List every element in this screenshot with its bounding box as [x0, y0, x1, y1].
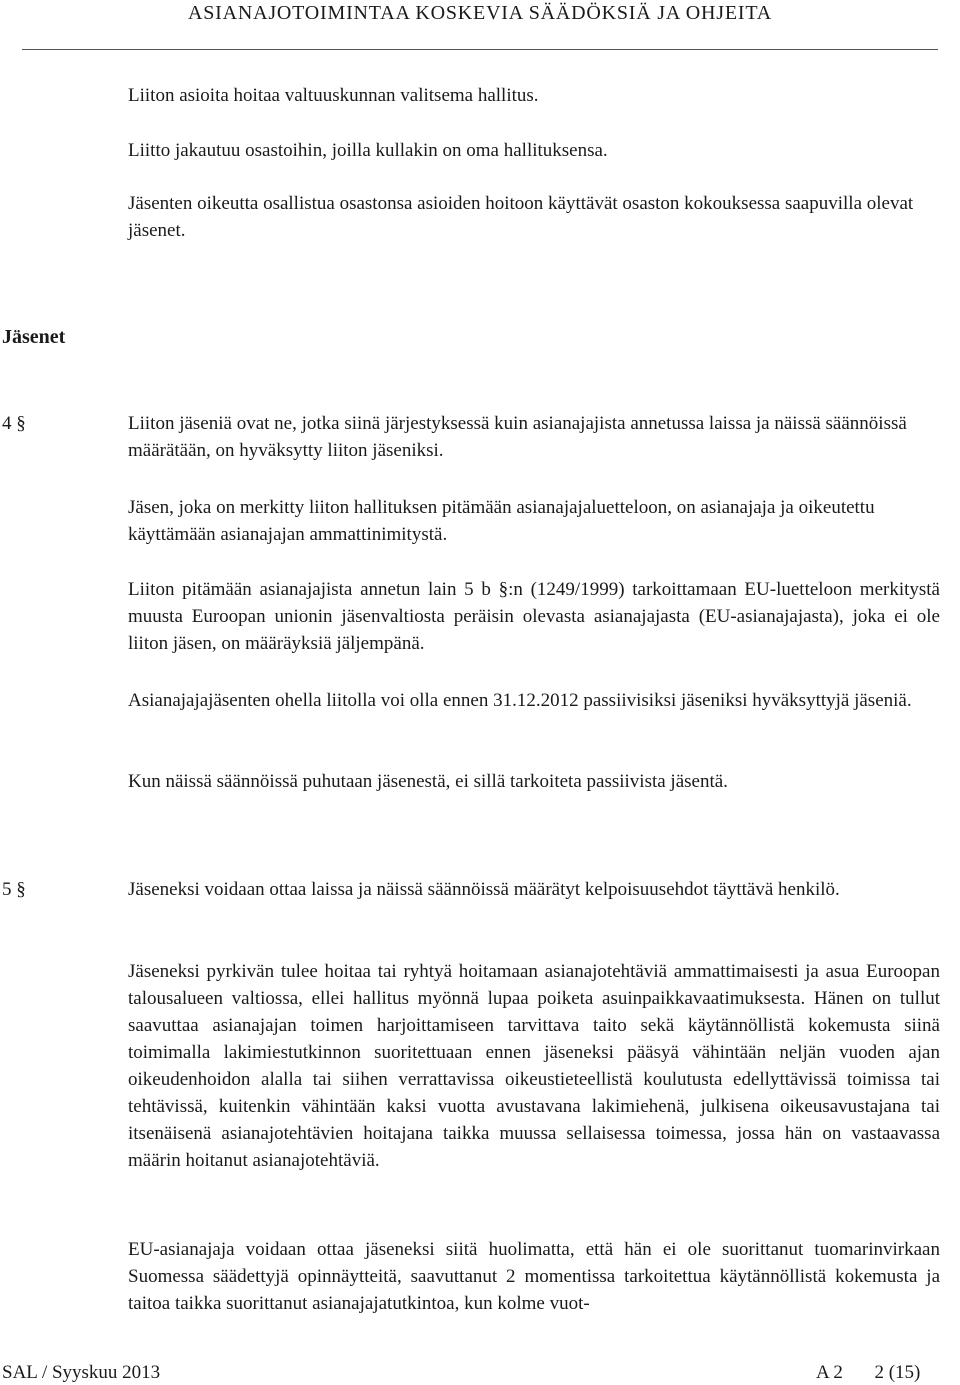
section-paragraph: Jäseneksi voidaan ottaa laissa ja näissä säännöissä määrätyt kelpoisuusehdot täyttävä henkilö.	[128, 879, 840, 900]
section-paragraph: Jäsen, joka on merkitty liiton hallituksen pitämään asianajajaluetteloon, on asianajaja ja oikeutettu käyttämään asianajajan ammattinimitystä.	[128, 497, 875, 545]
footer-document-code: A 2	[816, 1362, 843, 1383]
section-paragraph: Liiton pitämään asianajajista annetun lain 5 b §:n (1249/1999) tarkoittamaan EU-luetteloon merkitystä muusta Euroopan unionin jäsenvaltiosta peräisin olevasta asianajajasta (EU-asianajajasta), joka ei ole liiton jäsen, on määräyksiä jäljempänä.	[128, 579, 940, 654]
section-paragraph: Liiton jäseniä ovat ne, jotka siinä järjestyksessä kuin asianajajista annetussa laissa ja näissä säännöissä määrätään, on hyväksytty liiton jäseniksi.	[128, 413, 907, 461]
section-paragraph: Kun näissä säännöissä puhutaan jäsenestä, ei sillä tarkoiteta passiivista jäsentä.	[128, 771, 728, 792]
section-paragraph: EU-asianajaja voidaan ottaa jäseneksi siitä huolimatta, että hän ei ole suorittanut tuomarinvirkaan Suomessa säädettyjä opinnäytteitä, saavuttanut 2 momentissa tarkoitettua käytännöllistä kokemusta ja taitoa taikka suorittanut asianajajatutkintoa, kun kolme vuot-	[128, 1239, 940, 1314]
intro-paragraph: Jäsenten oikeutta osallistua osastonsa asioiden hoitoon käyttävät osaston kokouksessa saapuvilla olevat jäsenet.	[128, 193, 914, 241]
footer-publication: SAL / Syyskuu 2013	[2, 1362, 161, 1383]
section-number: 4 §	[2, 413, 26, 434]
header-divider	[22, 49, 938, 50]
section-heading: Jäsenet	[2, 326, 66, 348]
intro-paragraph: Liiton asioita hoitaa valtuuskunnan valitsema hallitus.	[128, 85, 539, 106]
section-paragraph: Jäseneksi pyrkivän tulee hoitaa tai ryhtyä hoitamaan asianajotehtäviä ammattimaisesti ja asua Euroopan talousalueen valtiossa, ellei hallitus myönnä lupaa poiketa asuinpaikkavaatimuksesta. Hänen on tullut saavuttaa asianajajan toimen harjoittamiseen tarvittava taito sekä käytännöllistä kokemusta siinä toimimalla lakimiestutkinnon suoritettuaan ennen jäseneksi pääsyä vähintään neljän vuoden ajan oikeudenhoidon alalla tai siihen verrattavissa oikeustieteellistä koulutusta edellyttävissä toimissa tai tehtävissä, kuitenkin vähintään kaksi vuotta avustavana lakimiehenä, julkisena oikeusavustajana tai itsenäisenä asianajotehtävien hoitajana taikka muussa sellaisessa toimessa, jossa hän on vastaavassa määrin hoitanut asianajotehtäviä.	[128, 961, 940, 1171]
section-paragraph: Asianajajajäsenten ohella liitolla voi olla ennen 31.12.2012 passiivisiksi jäseniksi hyväksyttyjä jäseniä.	[128, 690, 912, 711]
intro-paragraph: Liitto jakautuu osastoihin, joilla kullakin on oma hallituksensa.	[128, 140, 608, 161]
footer-page-info	[816, 1362, 920, 1384]
section-number: 5 §	[2, 879, 26, 900]
footer-page-number: 2 (15)	[874, 1362, 921, 1383]
header-title: ASIANAJOTOIMINTAA KOSKEVIA SÄÄDÖKSIÄ JA OHJEITA	[187, 2, 773, 24]
